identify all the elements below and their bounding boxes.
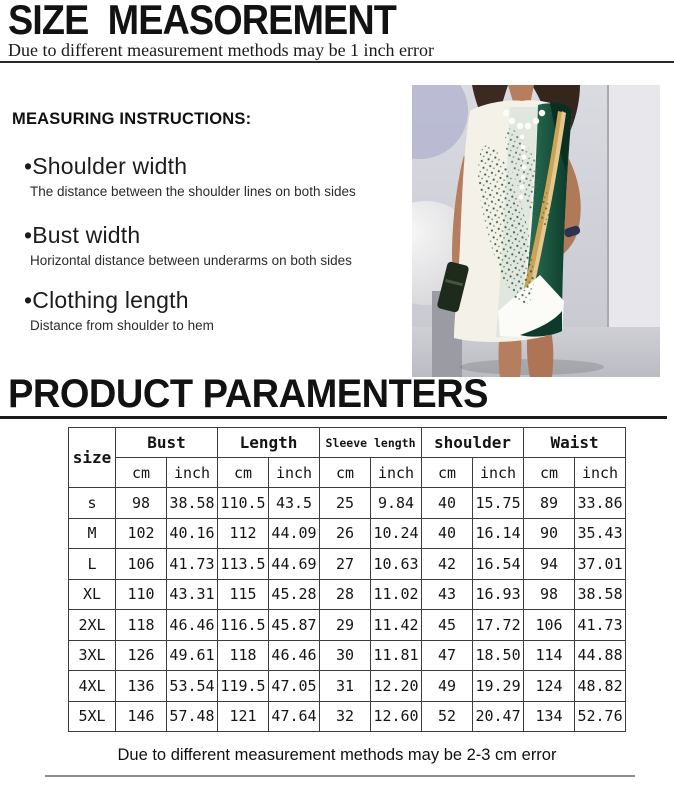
measurement-value: 25	[320, 488, 371, 519]
measurement-value: 30	[320, 640, 371, 671]
measurement-value: 89	[524, 488, 575, 519]
measurement-value: 106	[524, 610, 575, 641]
size-label: 4XL	[69, 671, 116, 702]
unit-header-inch: inch	[167, 458, 218, 488]
measurement-value: 116.5	[218, 610, 269, 641]
instruction-item-shoulder-width	[24, 153, 356, 199]
measurement-value: 118	[116, 610, 167, 641]
bullet-icon: •	[24, 222, 33, 248]
measurement-value: 49.61	[167, 640, 218, 671]
size-label: 2XL	[69, 610, 116, 641]
unit-header-inch: inch	[473, 458, 524, 488]
measurement-value: 47.64	[269, 701, 320, 732]
measurement-value: 17.72	[473, 610, 524, 641]
header-subtitle: Due to different measurement methods may be 1 inch error	[8, 40, 435, 60]
measurement-value: 136	[116, 671, 167, 702]
measurement-value: 40	[422, 518, 473, 549]
measurement-value: 11.42	[371, 610, 422, 641]
measurement-value: 41.73	[575, 610, 626, 641]
measurement-value: 113.5	[218, 549, 269, 580]
measurement-value: 16.54	[473, 549, 524, 580]
instruction-item-clothing-length	[24, 287, 214, 333]
measurement-value: 134	[524, 701, 575, 732]
measurement-value: 47	[422, 640, 473, 671]
measurement-value: 9.84	[371, 488, 422, 519]
instruction-item-bust-width	[24, 222, 352, 268]
size-label: 5XL	[69, 701, 116, 732]
measurement-value: 26	[320, 518, 371, 549]
size-label: L	[69, 549, 116, 580]
group-header-length: Length	[218, 428, 320, 458]
measuring-instructions-heading: MEASURING INSTRUCTIONS:	[12, 110, 252, 128]
measurement-value: 33.86	[575, 488, 626, 519]
size-chart-table	[68, 427, 626, 732]
product-photo-illustration	[412, 85, 660, 377]
unit-header-inch: inch	[575, 458, 626, 488]
instruction-desc: The distance between the shoulder lines on both sides	[30, 184, 356, 199]
measurement-value: 37.01	[575, 549, 626, 580]
measurement-value: 40.16	[167, 518, 218, 549]
measurement-value: 38.58	[575, 579, 626, 610]
unit-header-cm: cm	[116, 458, 167, 488]
measurement-value: 41.73	[167, 549, 218, 580]
measurement-value: 43.31	[167, 579, 218, 610]
page-title: SIZE MEASOREMENT	[8, 0, 396, 43]
measurement-value: 49	[422, 671, 473, 702]
measurement-value: 32	[320, 701, 371, 732]
measurement-value: 42	[422, 549, 473, 580]
parameters-divider	[0, 416, 667, 419]
unit-header-inch: inch	[269, 458, 320, 488]
measurement-value: 98	[116, 488, 167, 519]
measurement-value: 124	[524, 671, 575, 702]
measurement-value: 94	[524, 549, 575, 580]
measurement-value: 12.60	[371, 701, 422, 732]
size-column-header: size	[69, 428, 116, 488]
group-header-row	[69, 428, 626, 458]
size-label: M	[69, 518, 116, 549]
product-photo	[412, 85, 660, 377]
measurement-value: 110	[116, 579, 167, 610]
measurement-value: 20.47	[473, 701, 524, 732]
instruction-title: •Shoulder width	[24, 153, 188, 179]
measurement-value: 40	[422, 488, 473, 519]
unit-header-cm: cm	[320, 458, 371, 488]
size-row-l	[69, 549, 626, 580]
measurement-value: 118	[218, 640, 269, 671]
measurement-value: 43.5	[269, 488, 320, 519]
header-divider	[0, 61, 674, 63]
measurement-value: 16.14	[473, 518, 524, 549]
measurement-value: 121	[218, 701, 269, 732]
measurement-value: 35.43	[575, 518, 626, 549]
measurement-value: 45.87	[269, 610, 320, 641]
measurement-value: 126	[116, 640, 167, 671]
size-label: s	[69, 488, 116, 519]
measurement-value: 44.09	[269, 518, 320, 549]
measurement-value: 114	[524, 640, 575, 671]
size-row-m	[69, 518, 626, 549]
measurement-value: 112	[218, 518, 269, 549]
measurement-value: 15.75	[473, 488, 524, 519]
measurement-value: 44.88	[575, 640, 626, 671]
measurement-value: 44.69	[269, 549, 320, 580]
footer-divider	[45, 775, 635, 777]
measurement-value: 45.28	[269, 579, 320, 610]
size-row-3xl	[69, 640, 626, 671]
instruction-title: •Clothing length	[24, 287, 189, 313]
group-header-waist: Waist	[524, 428, 626, 458]
group-header-sleeve-length: Sleeve length	[320, 428, 422, 458]
group-header-shoulder: shoulder	[422, 428, 524, 458]
unit-header-cm: cm	[422, 458, 473, 488]
measurement-value: 18.50	[473, 640, 524, 671]
unit-header-inch: inch	[371, 458, 422, 488]
parameters-title: PRODUCT PARAMENTERS	[8, 372, 489, 416]
measurement-value: 110.5	[218, 488, 269, 519]
measurement-value: 10.24	[371, 518, 422, 549]
instruction-desc: Horizontal distance between underarms on both sides	[30, 253, 352, 268]
measurement-value: 31	[320, 671, 371, 702]
measurement-value: 10.63	[371, 549, 422, 580]
size-row-5xl	[69, 701, 626, 732]
measurement-value: 12.20	[371, 671, 422, 702]
size-label: XL	[69, 579, 116, 610]
measurement-value: 52	[422, 701, 473, 732]
measurement-value: 115	[218, 579, 269, 610]
measurement-value: 106	[116, 549, 167, 580]
measurement-value: 28	[320, 579, 371, 610]
size-row-xl	[69, 579, 626, 610]
bullet-icon: •	[24, 287, 33, 313]
unit-header-cm: cm	[524, 458, 575, 488]
measurement-value: 19.29	[473, 671, 524, 702]
group-header-bust: Bust	[116, 428, 218, 458]
unit-header-cm: cm	[218, 458, 269, 488]
measurement-value: 27	[320, 549, 371, 580]
measurement-value: 102	[116, 518, 167, 549]
measurement-value: 45	[422, 610, 473, 641]
size-label: 3XL	[69, 640, 116, 671]
bullet-icon: •	[24, 153, 33, 179]
measurement-value: 38.58	[167, 488, 218, 519]
measurement-value: 57.48	[167, 701, 218, 732]
measurement-value: 47.05	[269, 671, 320, 702]
measurement-value: 11.02	[371, 579, 422, 610]
instruction-desc: Distance from shoulder to hem	[30, 318, 214, 333]
size-chart-body	[69, 488, 626, 732]
measurement-value: 98	[524, 579, 575, 610]
measurement-value: 46.46	[269, 640, 320, 671]
size-row-4xl	[69, 671, 626, 702]
measurement-value: 119.5	[218, 671, 269, 702]
size-row-2xl	[69, 610, 626, 641]
size-chart-header	[69, 428, 626, 488]
instruction-title: •Bust width	[24, 222, 141, 248]
measurement-value: 46.46	[167, 610, 218, 641]
size-row-s	[69, 488, 626, 519]
measurement-value: 16.93	[473, 579, 524, 610]
measurement-value: 48.82	[575, 671, 626, 702]
footer-note: Due to different measurement methods may be 2-3 cm error	[117, 746, 557, 764]
measurement-value: 43	[422, 579, 473, 610]
measurement-value: 90	[524, 518, 575, 549]
measurement-value: 29	[320, 610, 371, 641]
measurement-value: 11.81	[371, 640, 422, 671]
measurement-value: 52.76	[575, 701, 626, 732]
measurement-value: 146	[116, 701, 167, 732]
measurement-value: 53.54	[167, 671, 218, 702]
unit-header-row	[69, 458, 626, 488]
